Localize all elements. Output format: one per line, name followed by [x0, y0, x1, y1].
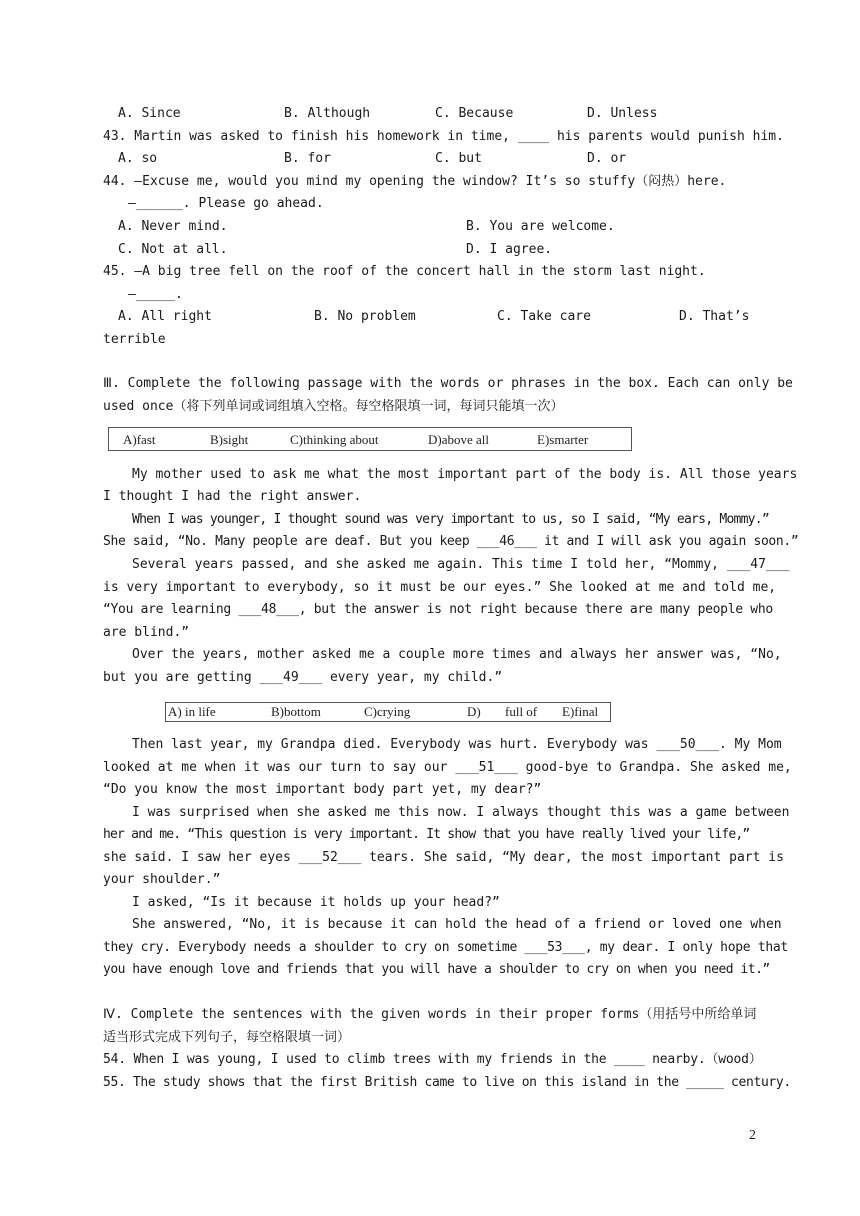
word-box-2-item: D): [467, 704, 481, 719]
q43-option-b: B. for: [284, 151, 331, 166]
passage-line: I was surprised when she asked me this now. I always thought this was a game between: [132, 805, 790, 820]
q55: 55. The study shows that the first British came to live on this island in the _____ century.: [103, 1075, 791, 1090]
passage-line: Over the years, mother asked me a couple more times and always her answer was, “No,: [132, 647, 782, 662]
section3-heading: Ⅲ. Complete the following passage with the words or phrases in the box. Each can only be: [103, 376, 793, 391]
q42-option-a: A. Since: [118, 106, 181, 121]
passage-line: she said. I saw her eyes ___52___ tears. She said, “My dear, the most important part is: [103, 850, 784, 865]
section3-heading-cont: used once（将下列单词或词组填入空格。每空格限填一词，每词只能填一次）: [103, 399, 564, 414]
q42-option-b: B. Although: [284, 106, 371, 121]
word-box-1-item: D)above all: [428, 432, 490, 447]
passage-line: “You are learning ___48___, but the answer is not right because there are many people who: [103, 602, 773, 617]
q44-option-a: A. Never mind.: [118, 219, 228, 234]
q42-option-c: C. Because: [435, 106, 514, 121]
section4-heading: Ⅳ. Complete the sentences with the given words in their proper forms（用括号中所给单词: [103, 1007, 757, 1022]
passage-line: She answered, “No, it is because it can hold the head of a friend or loved one when: [132, 917, 782, 932]
word-box-1-item: B)sight: [210, 432, 249, 447]
passage-line: My mother used to ask me what the most important part of the body is. All those years: [132, 467, 798, 482]
q45-option-d-wrap: terrible: [103, 332, 166, 347]
q44-option-b: B. You are welcome.: [466, 219, 615, 234]
q43-option-d: D. or: [587, 151, 627, 166]
word-box-1: [108, 427, 632, 451]
section4-heading-cont: 适当形式完成下列句子，每空格限填一词）: [103, 1030, 351, 1045]
q44-option-d: D. I agree.: [466, 242, 553, 257]
q45-option-d: D. That’s: [679, 309, 750, 324]
passage-line: you have enough love and friends that you will have a shoulder to cry on when you need it.”: [103, 962, 770, 977]
word-box-1-item: A)fast: [123, 432, 156, 447]
q43-option-a: A. so: [118, 151, 158, 166]
q44-reply: –______. Please go ahead.: [128, 196, 324, 211]
q42-option-d: D. Unless: [587, 106, 658, 121]
q44-stem: 44. –Excuse me, would you mind my opening the window? It’s so stuffy（闷热）here.: [103, 174, 727, 189]
word-box-2-item: B)bottom: [271, 704, 321, 719]
word-box-2: [165, 702, 611, 722]
passage-line: I asked, “Is it because it holds up your head?”: [132, 895, 500, 910]
q44-option-c: C. Not at all.: [118, 242, 228, 257]
passage-line: “Do you know the most important body part yet, my dear?”: [103, 782, 542, 797]
word-box-1-item: C)thinking about: [290, 432, 379, 447]
passage-line: her and me. “This question is very important. It show that you have really lived your life,”: [103, 827, 750, 842]
passage-line: I thought I had the right answer.: [103, 489, 362, 504]
word-box-2-item: C)crying: [364, 704, 411, 719]
passage-line: but you are getting ___49___ every year, my child.”: [103, 670, 503, 685]
q45-option-c: C. Take care: [497, 309, 591, 324]
word-box-2-item: E)final: [562, 704, 599, 719]
q45-option-a: A. All right: [118, 309, 212, 324]
page-number: 2: [749, 1128, 756, 1143]
passage-line: your shoulder.”: [103, 872, 221, 887]
passage-line: is very important to everybody, so it must be our eyes.” She looked at me and told me,: [103, 580, 777, 595]
q45-reply: –_____.: [128, 287, 183, 302]
q43-option-c: C. but: [435, 151, 482, 166]
passage-line: Several years passed, and she asked me again. This time I told her, “Mommy, ___47___: [132, 557, 790, 572]
q54: 54. When I was young, I used to climb trees with my friends in the ____ nearby.（wood）: [103, 1052, 762, 1067]
word-box-2-item: A) in life: [168, 704, 216, 719]
q45-stem: 45. –A big tree fell on the roof of the concert hall in the storm last night.: [103, 264, 706, 279]
passage-line: She said, “No. Many people are deaf. But you keep ___46___ it and I will ask you again soon.”: [103, 534, 799, 549]
passage-line: When I was younger, I thought sound was very important to us, so I said, “My ears, Mommy.”: [132, 512, 769, 527]
passage-line: Then last year, my Grandpa died. Everybody was hurt. Everybody was ___50___. My Mom: [132, 737, 782, 752]
passage-line: are blind.”: [103, 625, 190, 640]
passage-line: looked at me when it was our turn to say our ___51___ good-bye to Grandpa. She asked me,: [103, 760, 792, 775]
passage-line: they cry. Everybody needs a shoulder to cry on sometime ___53___, my dear. I only hope that: [103, 940, 788, 955]
q43-stem: 43. Martin was asked to finish his homework in time, ____ his parents would punish him.: [103, 129, 784, 144]
word-box-1-item: E)smarter: [537, 432, 589, 447]
q45-option-b: B. No problem: [314, 309, 416, 324]
word-box-2-item: full of: [505, 704, 538, 719]
